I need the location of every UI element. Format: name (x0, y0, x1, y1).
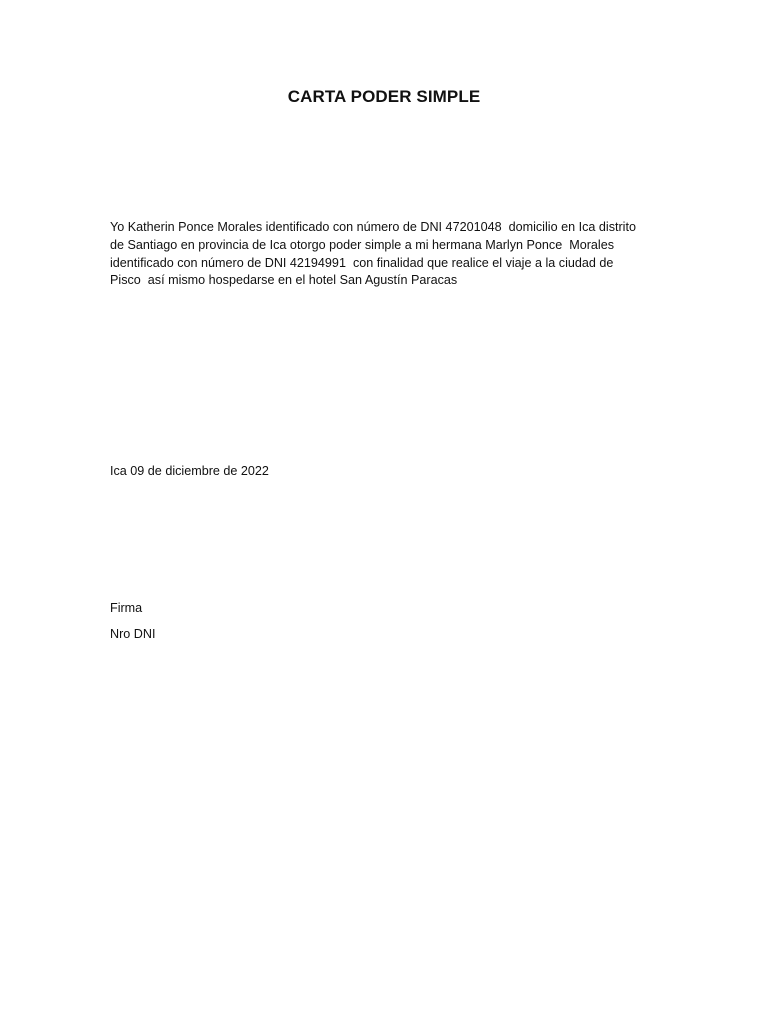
body-line-1: Yo Katherin Ponce Morales identificado con número de DNI 47201048 domicilio en Ica distrito (110, 220, 636, 234)
document-body (110, 219, 670, 290)
signature-label: Firma (110, 601, 143, 615)
dni-label: Nro DNI (110, 627, 156, 641)
body-line-2: de Santiago en provincia de Ica otorgo poder simple a mi hermana Marlyn Ponce Morales (110, 237, 615, 252)
date-line: Ica 09 de diciembre de 2022 (110, 464, 269, 478)
body-line-3: identificado con número de DNI 42194991 con finalidad que realice el viaje a la ciudad de (110, 255, 614, 270)
document-title: CARTA PODER SIMPLE (287, 87, 481, 106)
body-line-4: Pisco así mismo hospedarse en el hotel San Agustín Paracas (110, 273, 458, 288)
